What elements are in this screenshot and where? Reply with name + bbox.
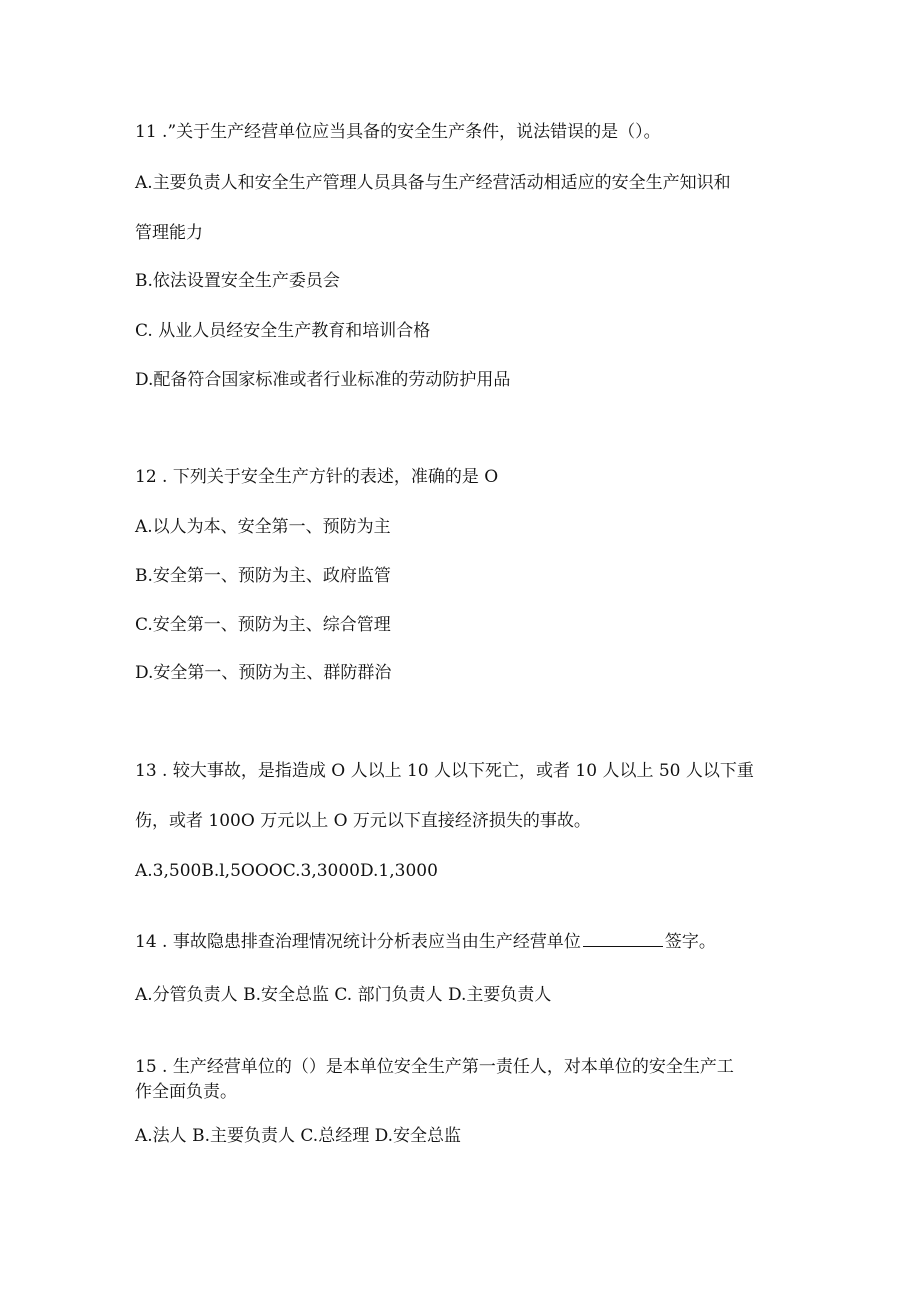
- question-11-option-b: B.依法设置安全生产委员会: [135, 271, 340, 291]
- question-15-options: A.法人 B.主要负责人 C.总经理 D.安全总监: [135, 1126, 462, 1146]
- question-13-stem-line-2: 伤，或者 100O 万元以上 O 万元以下直接经济损失的事故。: [135, 811, 591, 831]
- question-12-option-b: B.安全第一、预防为主、政府监管: [135, 566, 391, 586]
- question-11-option-d: D.配备符合国家标准或者行业标准的劳动防护用品: [135, 370, 511, 390]
- question-14-options: A.分管负责人 B.安全总监 C. 部门负责人 D.主要负责人: [135, 985, 552, 1005]
- question-11-option-a-continued: 管理能力: [135, 223, 203, 243]
- question-13-options: A.3,500B.l,5OOOC.3,3000D.1,3000: [135, 861, 438, 881]
- answer-blank: [583, 930, 663, 947]
- question-12-option-c: C.安全第一、预防为主、综合管理: [135, 615, 391, 635]
- question-12-option-a: A.以人为本、安全第一、预防为主: [135, 517, 391, 537]
- question-15-stem-line-2: 作全面负责。: [135, 1082, 237, 1102]
- question-14-stem: [135, 930, 716, 953]
- question-11-option-a: A.主要负责人和安全生产管理人员具备与生产经营活动相适应的安全生产知识和: [135, 173, 731, 193]
- question-13-stem-line-1: 13 . 较大事故，是指造成 O 人以上 10 人以下死亡，或者 10 人以上 50 人以下重: [135, 761, 754, 781]
- question-12-stem: 12 . 下列关于安全生产方针的表述，准确的是 O: [135, 467, 499, 487]
- question-11-stem: 11 .”关于生产经营单位应当具备的安全生产条件，说法错误的是（）。: [135, 122, 661, 142]
- question-14-stem-before-blank: 14 . 事故隐患排查治理情况统计分析表应当由生产经营单位: [135, 932, 581, 952]
- question-14-stem-after-blank: 签字。: [664, 932, 716, 952]
- question-15-stem-line-1: 15 . 生产经营单位的（）是本单位安全生产第一责任人，对本单位的安全生产工: [135, 1057, 734, 1077]
- question-11-option-c: C. 从业人员经安全生产教育和培训合格: [135, 321, 431, 341]
- question-12-option-d: D.安全第一、预防为主、群防群治: [135, 663, 392, 683]
